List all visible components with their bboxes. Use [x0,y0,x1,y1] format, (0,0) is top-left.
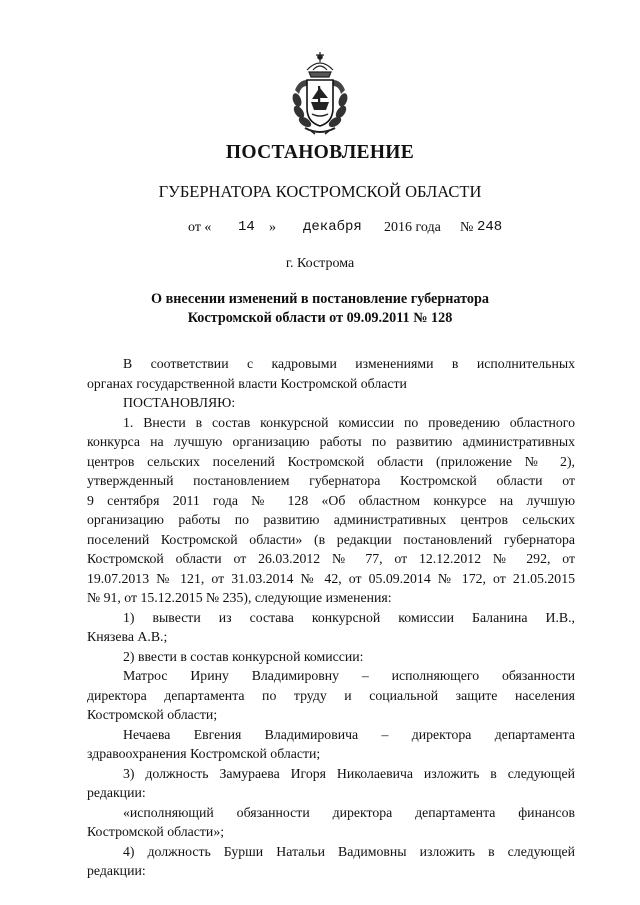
body-line: Матрос Ирину Владимировну – исполняющего обязанности [123,668,575,683]
document-title: ПОСТАНОВЛЕНИЕ [225,142,415,163]
body-line: 4) должность Бурши Натальи Вадимовны изложить в следующей [123,843,575,859]
dateline-year: 2016 года [384,220,441,235]
dateline-month: декабря [303,219,362,235]
body-line: Костромской области; [87,707,218,722]
body-line: центров сельских поселений Костромской области (приложение № 2), [87,453,575,469]
body-line: редакции: [87,785,146,800]
dateline-from-label: от « [188,220,212,235]
document-heading [0,290,640,328]
dateline-close-quote: » [269,220,276,235]
heading-line: О внесении изменений в постановление губернатора [151,291,489,307]
coat-of-arms-icon [285,50,355,136]
body-line: В соответствии с кадровыми изменениями в исполнительных [123,356,575,371]
dateline-day: 14 [238,219,255,235]
body-line: Князева А.В.; [87,629,168,644]
body-line: 2) ввести в состав конкурсной комиссии: [123,648,364,664]
body-line: конкурса на лучшую организацию работы по развитию административных [87,434,575,449]
body-line: ПОСТАНОВЛЯЮ: [123,395,236,410]
body-line: утвержденный постановлением губернатора Костромской области от [87,473,575,488]
body-line: директора департамента по труду и социальной защите населения [87,687,575,703]
body-line: 9 сентября 2011 года № 128 «Об областном конкурсе на лучшую [87,492,575,508]
body-line: «исполняющий обязанности директора департамента финансов [123,804,575,820]
document-body [87,354,575,881]
heading-line: Костромской области от 09.09.2011 № 128 [187,310,453,326]
body-line: органах государственной власти Костромской области [87,375,407,391]
body-line: здравоохранения Костромской области; [87,746,321,761]
body-line: Костромской области от 26.03.2012 № 77, от 12.12.2012 № 292, от [87,551,575,566]
body-line: Нечаева Евгения Владимировича – директора департамента [123,726,575,742]
body-line: № 91, от 15.12.2015 № 235), следующие изменения: [87,590,392,605]
document-city: г. Кострома [285,256,355,271]
body-line: 1) вывести из состава конкурсной комиссии Баланина И.В., [123,609,575,625]
body-line: 19.07.2013 № 121, от 31.03.2014 № 42, от 05.09.2014 № 172, от 21.05.2015 [87,570,575,586]
body-line: Костромской области»; [87,824,225,839]
dateline-number: 248 [477,219,503,235]
body-line: 1. Внести в состав конкурсной комиссии по проведению областного [123,414,575,430]
dateline-number-label: № [460,220,474,235]
body-line: поселений Костромской области» (в редакции постановлений губернатора [87,531,575,547]
body-line: редакции: [87,863,146,878]
body-line: 3) должность Замураева Игоря Николаевича изложить в следующей [123,765,575,781]
document-issuer: ГУБЕРНАТОРА КОСТРОМСКОЙ ОБЛАСТИ [158,182,482,201]
body-line: организацию работы по развитию административных центров сельских [87,512,575,527]
